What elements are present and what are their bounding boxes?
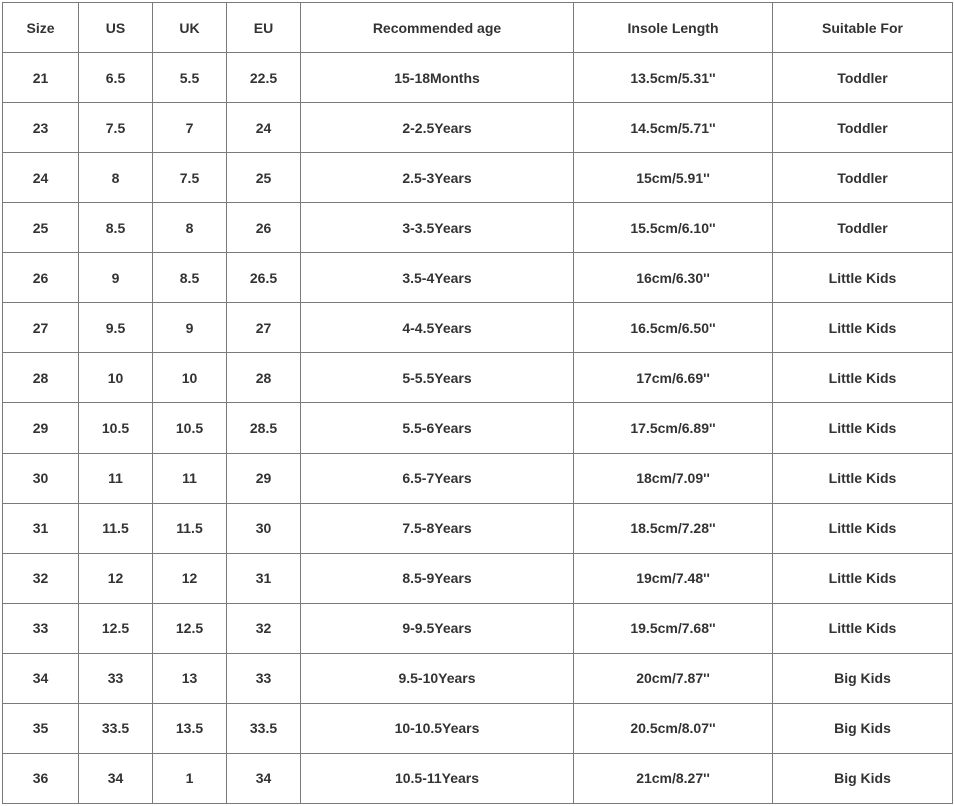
cell-eu: 28.5 — [227, 403, 301, 453]
cell-us: 8 — [79, 153, 153, 203]
cell-insole-length: 14.5cm/5.71'' — [574, 103, 773, 153]
cell-insole-length: 16cm/6.30'' — [574, 253, 773, 303]
cell-uk: 10.5 — [153, 403, 227, 453]
cell-insole-length: 17.5cm/6.89'' — [574, 403, 773, 453]
header-uk: UK — [153, 3, 227, 53]
cell-eu: 30 — [227, 503, 301, 553]
cell-size: 25 — [3, 203, 79, 253]
cell-insole-length: 20cm/7.87'' — [574, 653, 773, 703]
cell-recommended-age: 6.5-7Years — [301, 453, 574, 503]
cell-us: 10.5 — [79, 403, 153, 453]
cell-suitable-for: Little Kids — [773, 503, 953, 553]
table-header-row — [3, 3, 953, 53]
cell-recommended-age: 4-4.5Years — [301, 303, 574, 353]
cell-uk: 11 — [153, 453, 227, 503]
cell-suitable-for: Toddler — [773, 153, 953, 203]
table-row — [3, 653, 953, 703]
cell-us: 7.5 — [79, 103, 153, 153]
cell-us: 11.5 — [79, 503, 153, 553]
cell-eu: 34 — [227, 753, 301, 803]
cell-us: 12 — [79, 553, 153, 603]
cell-size: 29 — [3, 403, 79, 453]
cell-size: 30 — [3, 453, 79, 503]
cell-insole-length: 20.5cm/8.07'' — [574, 703, 773, 753]
cell-recommended-age: 15-18Months — [301, 53, 574, 103]
table-row — [3, 153, 953, 203]
cell-recommended-age: 8.5-9Years — [301, 553, 574, 603]
cell-eu: 26 — [227, 203, 301, 253]
cell-insole-length: 15cm/5.91'' — [574, 153, 773, 203]
cell-eu: 32 — [227, 603, 301, 653]
cell-recommended-age: 3-3.5Years — [301, 203, 574, 253]
cell-insole-length: 18cm/7.09'' — [574, 453, 773, 503]
cell-eu: 29 — [227, 453, 301, 503]
cell-insole-length: 17cm/6.69'' — [574, 353, 773, 403]
cell-insole-length: 19.5cm/7.68'' — [574, 603, 773, 653]
cell-suitable-for: Toddler — [773, 53, 953, 103]
cell-uk: 5.5 — [153, 53, 227, 103]
cell-us: 33 — [79, 653, 153, 703]
cell-uk: 13 — [153, 653, 227, 703]
table-row — [3, 403, 953, 453]
cell-insole-length: 19cm/7.48'' — [574, 553, 773, 603]
cell-insole-length: 16.5cm/6.50'' — [574, 303, 773, 353]
cell-size: 28 — [3, 353, 79, 403]
cell-uk: 1 — [153, 753, 227, 803]
cell-insole-length: 18.5cm/7.28'' — [574, 503, 773, 553]
cell-size: 26 — [3, 253, 79, 303]
cell-recommended-age: 10.5-11Years — [301, 753, 574, 803]
cell-us: 12.5 — [79, 603, 153, 653]
cell-suitable-for: Toddler — [773, 203, 953, 253]
cell-uk: 10 — [153, 353, 227, 403]
cell-insole-length: 21cm/8.27'' — [574, 753, 773, 803]
table-row — [3, 253, 953, 303]
cell-recommended-age: 7.5-8Years — [301, 503, 574, 553]
cell-suitable-for: Little Kids — [773, 303, 953, 353]
cell-suitable-for: Little Kids — [773, 553, 953, 603]
table-row — [3, 303, 953, 353]
header-us: US — [79, 3, 153, 53]
header-size: Size — [3, 3, 79, 53]
cell-us: 9.5 — [79, 303, 153, 353]
cell-suitable-for: Toddler — [773, 103, 953, 153]
header-suitable-for: Suitable For — [773, 3, 953, 53]
cell-uk: 12 — [153, 553, 227, 603]
cell-us: 10 — [79, 353, 153, 403]
table-row — [3, 103, 953, 153]
table-row — [3, 553, 953, 603]
cell-insole-length: 13.5cm/5.31'' — [574, 53, 773, 103]
cell-eu: 33.5 — [227, 703, 301, 753]
cell-size: 27 — [3, 303, 79, 353]
header-recommended-age: Recommended age — [301, 3, 574, 53]
cell-eu: 24 — [227, 103, 301, 153]
cell-uk: 9 — [153, 303, 227, 353]
cell-uk: 7 — [153, 103, 227, 153]
cell-uk: 7.5 — [153, 153, 227, 203]
cell-size: 36 — [3, 753, 79, 803]
cell-eu: 33 — [227, 653, 301, 703]
cell-us: 34 — [79, 753, 153, 803]
cell-size: 35 — [3, 703, 79, 753]
cell-uk: 8.5 — [153, 253, 227, 303]
table-row — [3, 203, 953, 253]
cell-suitable-for: Big Kids — [773, 653, 953, 703]
cell-uk: 8 — [153, 203, 227, 253]
cell-us: 11 — [79, 453, 153, 503]
cell-recommended-age: 5.5-6Years — [301, 403, 574, 453]
cell-size: 34 — [3, 653, 79, 703]
table-row — [3, 353, 953, 403]
cell-eu: 22.5 — [227, 53, 301, 103]
cell-eu: 25 — [227, 153, 301, 203]
cell-uk: 12.5 — [153, 603, 227, 653]
table-row — [3, 603, 953, 653]
cell-us: 33.5 — [79, 703, 153, 753]
cell-suitable-for: Little Kids — [773, 253, 953, 303]
cell-us: 9 — [79, 253, 153, 303]
cell-suitable-for: Little Kids — [773, 353, 953, 403]
cell-recommended-age: 2-2.5Years — [301, 103, 574, 153]
cell-eu: 27 — [227, 303, 301, 353]
cell-size: 33 — [3, 603, 79, 653]
cell-insole-length: 15.5cm/6.10'' — [574, 203, 773, 253]
cell-eu: 26.5 — [227, 253, 301, 303]
header-insole-length: Insole Length — [574, 3, 773, 53]
cell-size: 23 — [3, 103, 79, 153]
cell-eu: 31 — [227, 553, 301, 603]
cell-suitable-for: Little Kids — [773, 603, 953, 653]
cell-recommended-age: 5-5.5Years — [301, 353, 574, 403]
cell-us: 6.5 — [79, 53, 153, 103]
cell-suitable-for: Big Kids — [773, 703, 953, 753]
table-row — [3, 453, 953, 503]
cell-suitable-for: Little Kids — [773, 403, 953, 453]
cell-suitable-for: Big Kids — [773, 753, 953, 803]
cell-size: 32 — [3, 553, 79, 603]
cell-size: 24 — [3, 153, 79, 203]
size-chart-table — [2, 2, 953, 804]
table-row — [3, 503, 953, 553]
cell-eu: 28 — [227, 353, 301, 403]
cell-recommended-age: 2.5-3Years — [301, 153, 574, 203]
cell-recommended-age: 9-9.5Years — [301, 603, 574, 653]
cell-us: 8.5 — [79, 203, 153, 253]
cell-recommended-age: 9.5-10Years — [301, 653, 574, 703]
table-row — [3, 753, 953, 803]
cell-size: 21 — [3, 53, 79, 103]
cell-uk: 11.5 — [153, 503, 227, 553]
cell-size: 31 — [3, 503, 79, 553]
cell-recommended-age: 10-10.5Years — [301, 703, 574, 753]
cell-recommended-age: 3.5-4Years — [301, 253, 574, 303]
cell-uk: 13.5 — [153, 703, 227, 753]
table-body — [3, 53, 953, 804]
cell-suitable-for: Little Kids — [773, 453, 953, 503]
table-row — [3, 53, 953, 103]
table-row — [3, 703, 953, 753]
header-eu: EU — [227, 3, 301, 53]
